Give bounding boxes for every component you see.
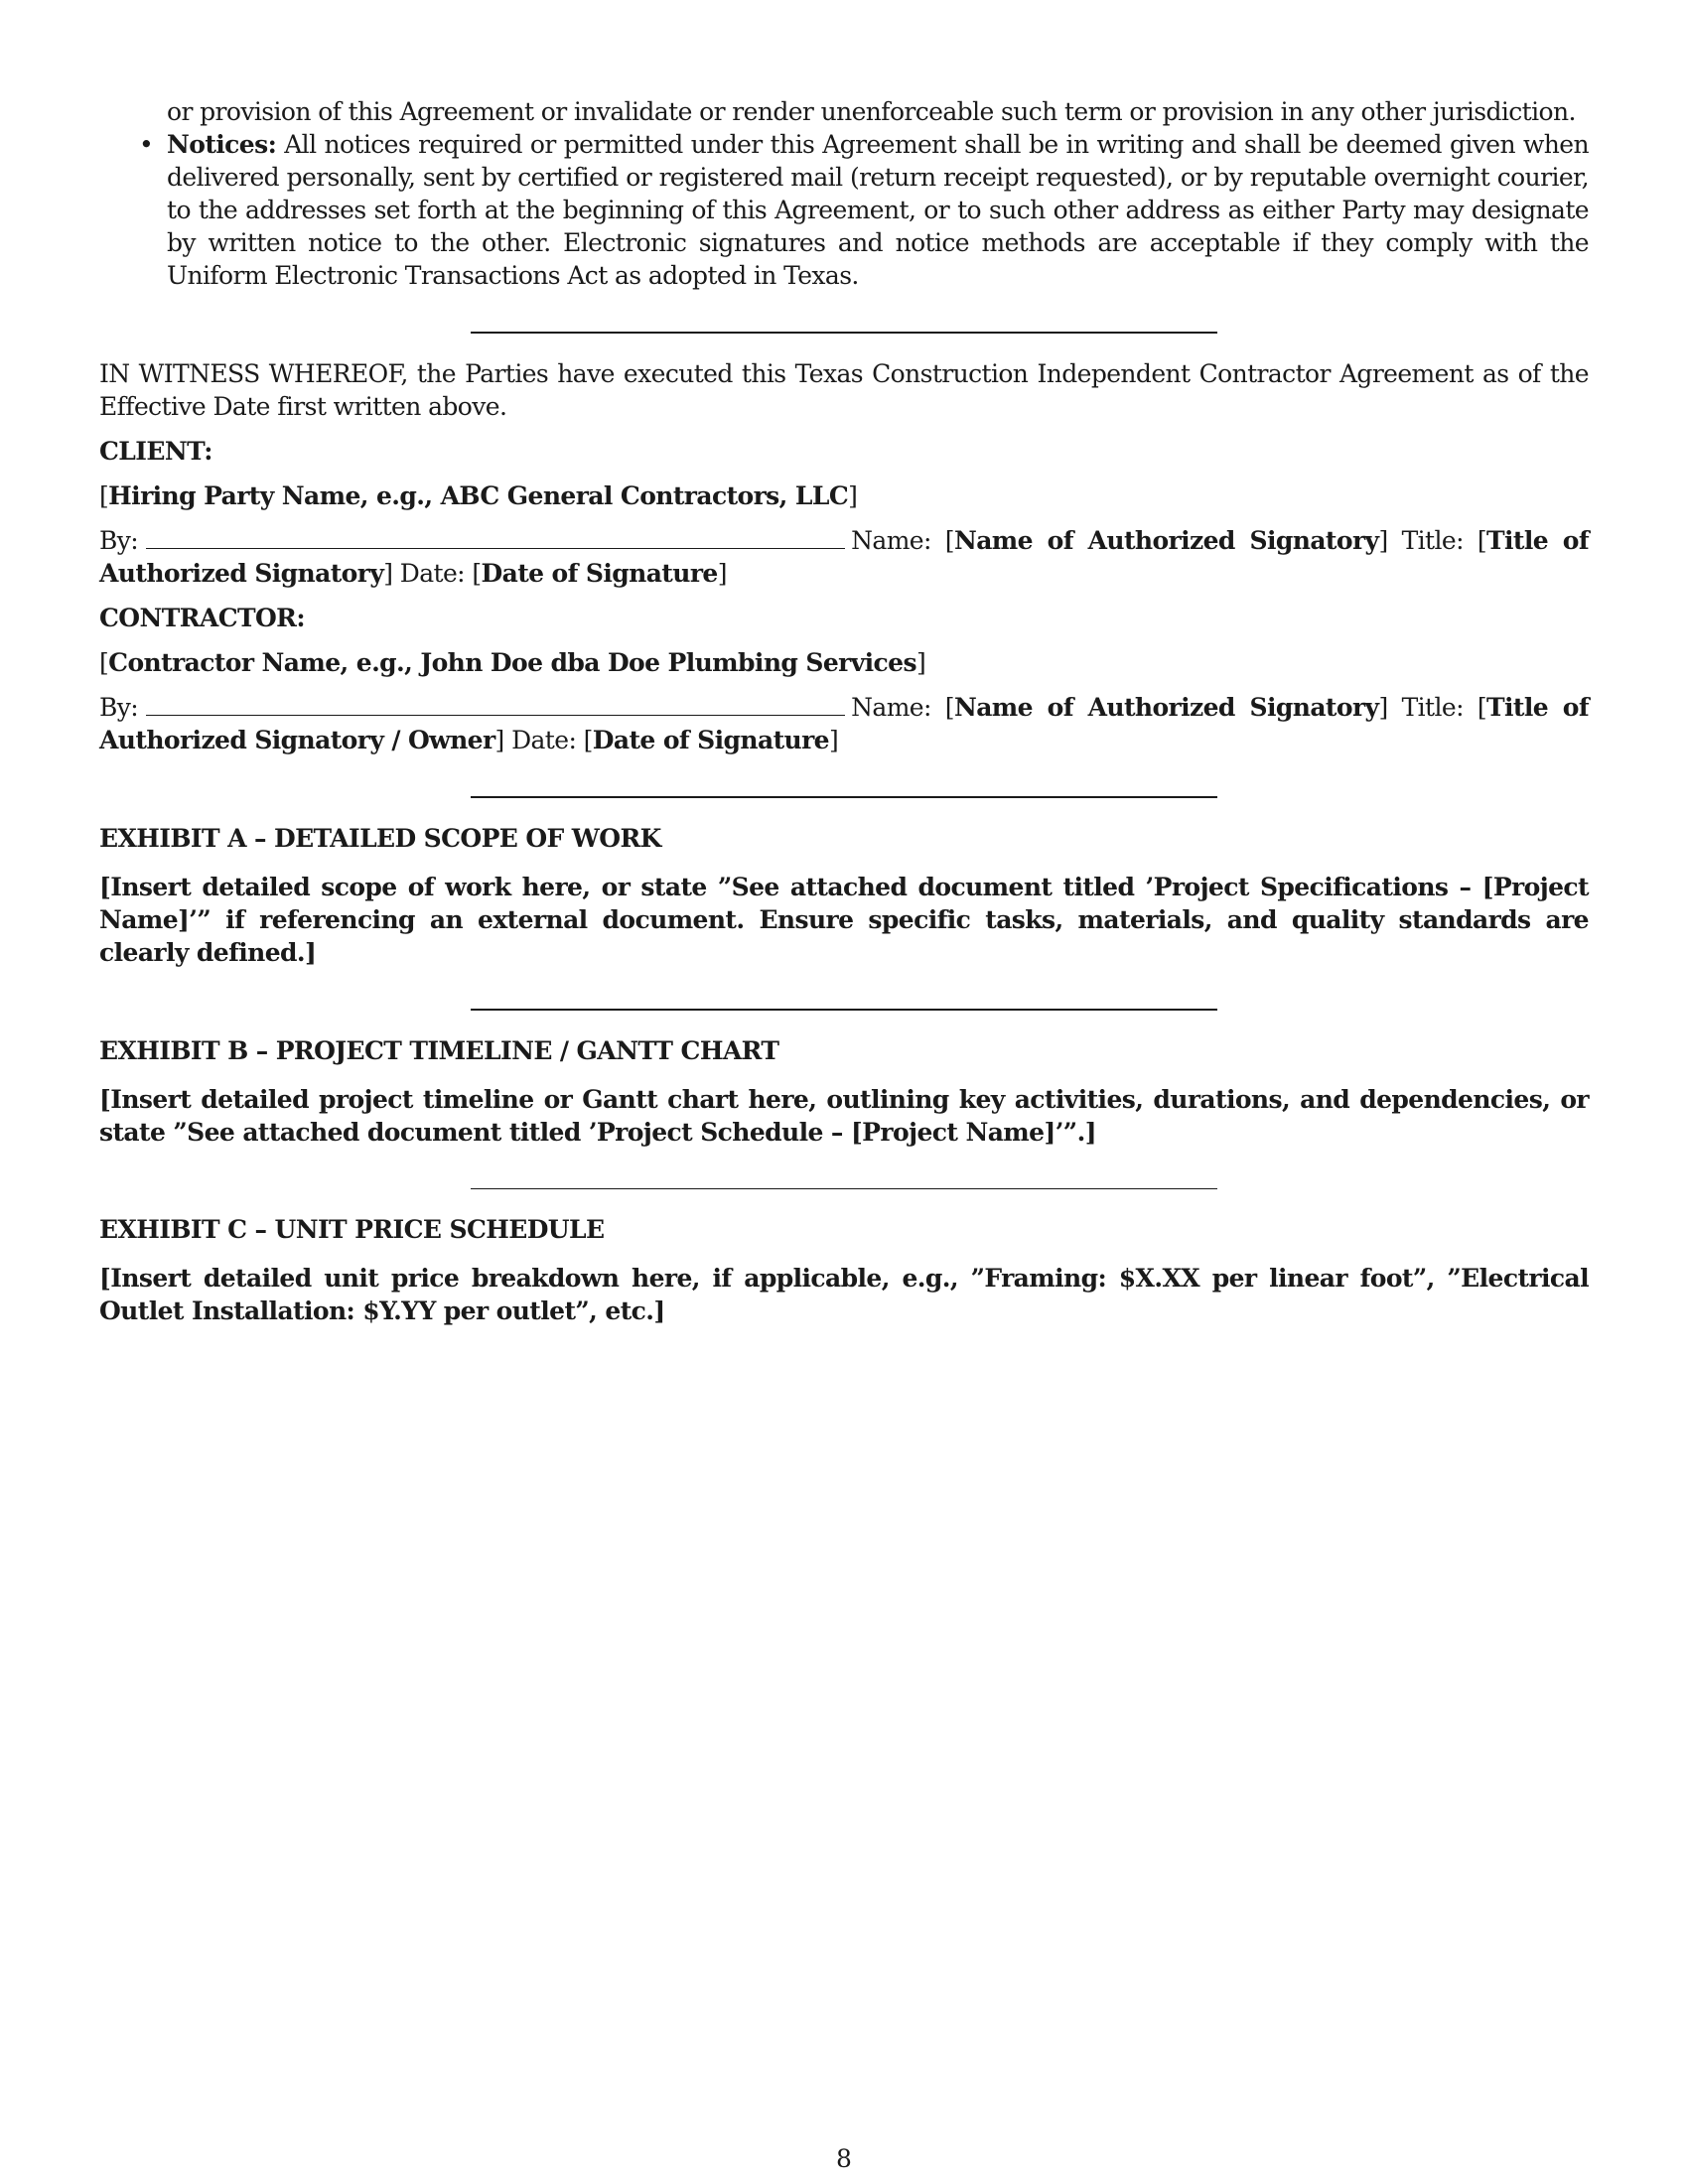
- contractor-signature-line[interactable]: [146, 715, 845, 716]
- contractor-name-value: Name of Authorized Signatory: [953, 693, 1379, 722]
- client-name-value: Name of Authorized Signatory: [953, 526, 1379, 555]
- exhibit-c-body: [Insert detailed unit price breakdown here, if applicable, e.g., ”Framing: $X.XX per linear foot”, ”Electrical Outlet Installation: $Y.YY per outlet”, etc.]: [99, 1264, 1589, 1325]
- contractor-name-placeholder: [Contractor Name, e.g., John Doe dba Doe Plumbing Services]: [99, 648, 926, 677]
- document-page: [99, 95, 1589, 1327]
- notices-text: All notices required or permitted under this Agreement shall be in writing and shall be deemed given when delivered personally, sent by certified or registered mail (return receipt requested), or by reputable overnight courier, to the addresses set forth at the beginning of this Agreement, or to such other address as either Party may designate by written notice to the other. Electronic signatures and notice methods are acceptable if they comply with the Uniform Electronic Transactions Act as adopted in Texas.: [167, 130, 1589, 290]
- section-divider: [471, 796, 1217, 798]
- exhibit-b-heading: EXHIBIT B – PROJECT TIMELINE / GANTT CHART: [99, 1036, 779, 1065]
- section-divider: [471, 1009, 1217, 1011]
- exhibit-c-heading: EXHIBIT C – UNIT PRICE SCHEDULE: [99, 1215, 605, 1244]
- client-name-label: Name:: [851, 526, 931, 555]
- section-divider: [471, 1188, 1217, 1189]
- contractor-date-label: Date:: [511, 726, 577, 754]
- section-divider: [471, 332, 1217, 334]
- exhibit-a-body: [Insert detailed scope of work here, or state ”See attached document titled ’Project Specifications – [Project Name]’” if referencing an external document. Ensure specific tasks, materials, and quality standards are clearly defined.]: [99, 873, 1589, 967]
- contractor-title-label: Title:: [1401, 693, 1464, 722]
- contractor-date-value: Date of Signature: [592, 726, 829, 754]
- client-signature-line[interactable]: [146, 548, 845, 549]
- client-by-label: By:: [99, 526, 139, 555]
- exhibit-a-heading: EXHIBIT A – DETAILED SCOPE OF WORK: [99, 824, 661, 853]
- client-date-label: Date:: [399, 559, 465, 588]
- client-date-value: Date of Signature: [481, 559, 718, 588]
- page-number: 8: [836, 2144, 852, 2173]
- client-name-placeholder: [Hiring Party Name, e.g., ABC General Contractors, LLC]: [99, 481, 858, 510]
- client-title-label: Title:: [1401, 526, 1464, 555]
- client-title-value: Title of Authorized Signatory: [99, 526, 1589, 588]
- witness-statement: IN WITNESS WHEREOF, the Parties have executed this Texas Construction Independent Contractor Agreement as of the Effective Date first written above.: [99, 359, 1589, 421]
- contractor-signature-block: By: Name: [Name of Authorized Signatory] Title: [Title of Authorized Signatory / Owner] Date: [Date of Signature]: [99, 693, 1589, 754]
- client-signature-block: By: Name: [Name of Authorized Signatory] Title: [Title of Authorized Signatory] Date: [Date of Signature]: [99, 526, 1589, 588]
- severability-continuation: or provision of this Agreement or invalidate or render unenforceable such term or provision in any other jurisdiction.: [167, 97, 1576, 126]
- contractor-heading: CONTRACTOR:: [99, 604, 305, 632]
- contractor-title-value: Title of Authorized Signatory / Owner: [99, 693, 1589, 754]
- bullet-icon: •: [139, 130, 154, 159]
- exhibit-b-body: [Insert detailed project timeline or Gantt chart here, outlining key activities, durations, and dependencies, or state ”See attached document titled ’Project Schedule – [Project Name]’”.]: [99, 1085, 1589, 1147]
- notices-label: Notices:: [167, 130, 277, 159]
- notices-clause: [139, 128, 1589, 292]
- client-heading: CLIENT:: [99, 437, 212, 466]
- contractor-by-label: By:: [99, 693, 139, 722]
- contractor-name-label: Name:: [851, 693, 931, 722]
